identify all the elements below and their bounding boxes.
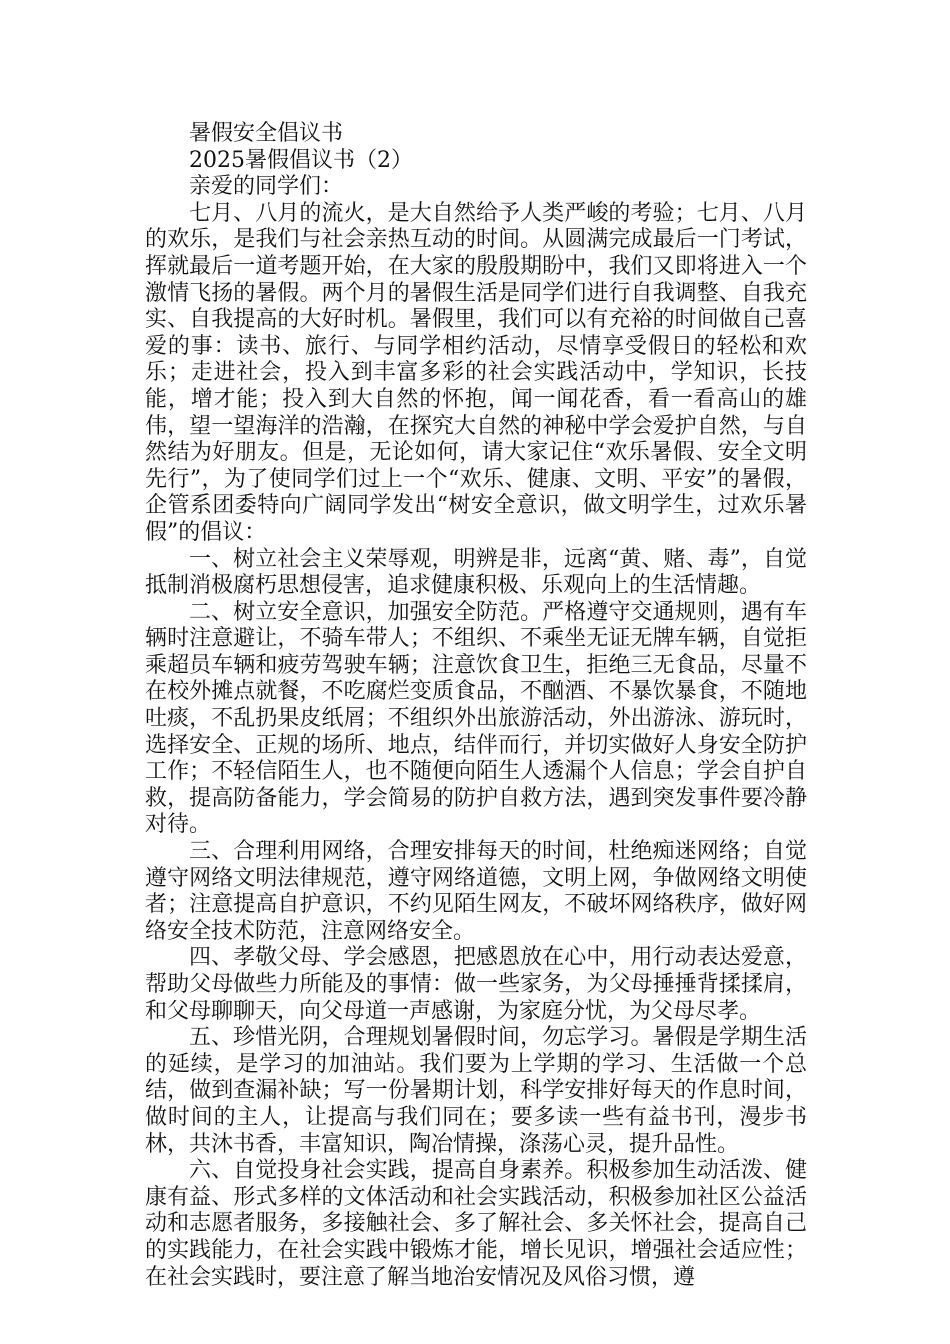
paragraph-item-6: 六、自觉投身社会实践，提高自身素养。积极参加生动活泼、健康有益、形式多样的文体活动和社会实践活动，积极参加社区公益活动和志愿者服务，多接触社会、多了解社会、多关怀社会，提高自己的实践能力，在社会实践中锻炼才能，增长见识，增强社会适应性；在社会实践时，要注意了解当地治安情况及风俗习惯，遵	[145, 1158, 807, 1290]
document-subtitle: 2025暑假倡议书（2）	[189, 147, 413, 173]
document-title: 暑假安全倡议书	[189, 121, 344, 146]
paragraph-item-3: 三、合理利用网络，合理安排每天的时间，杜绝痴迷网络；自觉遵守网络文明法律规范，遵守网络道德，文明上网，争做网络文明使者；注意提高自护意识，不约见陌生网友，不破坏网络秩序，做好网络安全技术防范，注意网络安全。	[145, 839, 807, 944]
paragraph-item-1: 一、树立社会主义荣辱观，明辨是非，远离“黄、赌、毒”，自觉抵制消极腐朽思想侵害，追求健康积极、乐观向上的生活情趣。	[145, 546, 807, 599]
salutation: 亲爱的同学们：	[189, 174, 344, 200]
paragraph-item-4: 四、孝敬父母、学会感恩，把感恩放在心中，用行动表达爱意，帮助父母做些力所能及的事情：做一些家务，为父母捶捶背揉揉肩，和父母聊聊天，向父母道一声感谢，为家庭分忧，为父母尽孝。	[145, 945, 807, 1024]
paragraph-item-5: 五、珍惜光阴，合理规划暑假时间，勿忘学习。暑假是学期生活的延续，是学习的加油站。我们要为上学期的学习、生活做一个总结，做到查漏补缺；写一份暑期计划，科学安排好每天的作息时间，做时间的主人，让提高与我们同在；要多读一些有益书刊，漫步书林，共沐书香，丰富知识，陶冶情操，涤荡心灵，提升品性。	[145, 1025, 807, 1157]
document-body	[145, 121, 807, 1291]
paragraph-intro: 七月、八月的流火，是大自然给予人类严峻的考验；七月、八月的欢乐，是我们与社会亲热互动的时间。从圆满完成最后一门考试，挥就最后一道考题开始，在大家的殷殷期盼中，我们又即将进入一个激情飞扬的暑假。两个月的暑假生活是同学们进行自我调整、自我充实、自我提高的大好时机。暑假里，我们可以有充裕的时间做自己喜爱的事：读书、旅行、与同学相约活动，尽情享受假日的轻松和欢乐；走进社会，投入到丰富多彩的社会实践活动中，学知识，长技能，增才能；投入到大自然的怀抱，闻一闻花香，看一看高山的雄伟，望一望海洋的浩瀚，在探究大自然的神秘中学会爱护自然，与自然结为好朋友。但是，无论如何，请大家记住“欢乐暑假、安全文明先行”，为了使同学们过上一个“欢乐、健康、文明、平安”的暑假，企管系团委特向广阔同学发出“树安全意识，做文明学生，过欢乐暑假”的倡议：	[145, 200, 807, 545]
paragraph-item-2: 二、树立安全意识，加强安全防范。严格遵守交通规则，遇有车辆时注意避让，不骑车带人；不组织、不乘坐无证无牌车辆，自觉拒乘超员车辆和疲劳驾驶车辆；注意饮食卫生，拒绝三无食品，尽量不在校外摊点就餐，不吃腐烂变质食品，不酗酒、不暴饮暴食，不随地吐痰，不乱扔果皮纸屑；不组织外出旅游活动，外出游泳、游玩时，选择安全、正规的场所、地点，结伴而行，并切实做好人身安全防护工作；不轻信陌生人，也不随便向陌生人透漏个人信息；学会自护自救，提高防备能力，学会简易的防护自救方法，遇到突发事件要冷静对待。	[145, 599, 807, 838]
